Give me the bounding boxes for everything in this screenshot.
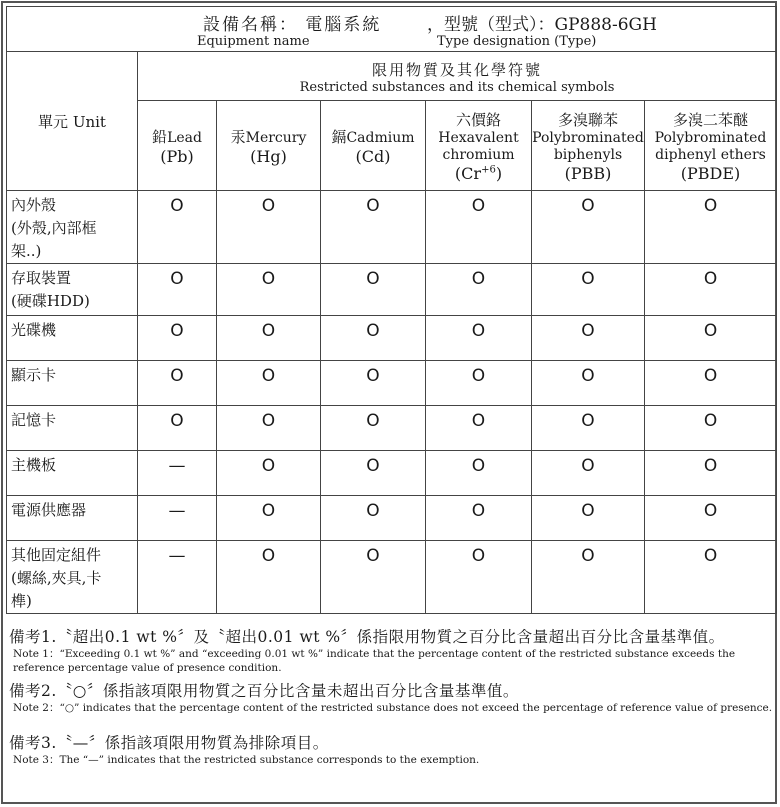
presence-mark: O [426,451,532,496]
substance-symbol: (PBDE) [680,163,741,183]
component-rows [7,191,777,614]
component-label-line: 顯示卡 [11,366,57,384]
presence-mark: O [321,191,426,264]
substance-en-line2: chromium [442,146,515,163]
note-en: Note 1：“Exceeding 0.1 wt %” and “exceeding 0.01 wt %” indicate that the percentage content of the restricted substance exceeds the reference percentage value of presence condition. [13,648,736,674]
type-designation-line [427,10,657,35]
component-label-line: 內外殼 [11,196,57,214]
substance-zh: 汞 [230,127,246,146]
presence-mark: O [426,361,532,406]
table-row [7,451,777,496]
substance-header-mercury [217,101,321,191]
presence-mark: O [645,451,777,496]
type-value: GP888-6GH [554,15,657,35]
presence-mark: O [645,406,777,451]
equipment-name-value: 電腦系統 [305,15,382,35]
presence-mark: O [138,406,217,451]
table-row [7,264,777,316]
substance-en-line2: biphenyls [553,146,623,163]
presence-mark: O [532,406,645,451]
note-zh: 備考2.〝○〞係指該項限用物質之百分比含量未超出百分比含量基準值。 [9,682,519,700]
presence-mark: O [321,451,426,496]
component-label-line: (螺絲,夾具,卡 [11,569,102,587]
substance-symbol: (PBB) [564,163,612,183]
type-label: ，型號（型式）： [427,15,555,35]
presence-mark: O [217,451,321,496]
substance-en-line1: Polybrominated [654,129,767,146]
component-label-line: 光碟機 [11,321,57,339]
substance-en: Mercury [245,129,307,146]
restricted-header-zh: 限用物質及其化學符號 [372,61,543,79]
presence-mark: O [321,316,426,361]
equipment-name-en: Equipment name [197,34,310,49]
presence-mark: O [645,541,777,614]
equipment-name-label: 設備名稱： [203,15,298,35]
component-label-line: 架..) [11,242,42,260]
substance-en-line1: Hexavalent [438,129,519,146]
component-label [7,406,138,451]
component-label [7,541,138,614]
substance-zh: 多溴二苯醚 [673,110,749,129]
note-zh: 備考1.〝超出0.1 wt %〞及〝超出0.01 wt %〞係指限用物質之百分比含量超出百分比含量基準值。 [9,628,725,646]
presence-mark: O [426,406,532,451]
substance-zh: 多溴聯苯 [557,110,618,129]
component-label-line: (外殼,內部框 [11,219,97,237]
presence-mark: O [645,496,777,541]
presence-mark: O [532,264,645,316]
presence-mark: O [217,406,321,451]
table-row [7,496,777,541]
substance-symbol: (Pb) [160,146,194,166]
component-label [7,316,138,361]
table-row [7,361,777,406]
table-row [7,541,777,614]
substance-zh: 鎘 [331,127,347,146]
component-label-line: 榫) [11,592,32,610]
unit-header: 單元 Unit [7,52,138,191]
presence-mark: O [645,316,777,361]
substance-symbol: (Cd) [355,146,391,166]
title-cell [7,7,777,52]
restricted-substances-header [138,52,777,101]
presence-mark: O [217,264,321,316]
table-row [7,316,777,361]
note-3 [9,731,773,767]
substance-symbol: $(Cr^{+6})$ [454,163,503,183]
component-label [7,361,138,406]
component-label-line: 存取裝置 [11,269,72,287]
presence-mark: O [532,541,645,614]
note-en: Note 3：The “—” indicates that the restricted substance corresponds to the exemption. [13,754,480,766]
component-label-line: 主機板 [11,456,57,474]
substance-header-pbb [532,101,645,191]
presence-mark: O [426,316,532,361]
presence-mark: O [217,316,321,361]
substance-en-line2: diphenyl ethers [655,146,766,163]
table-row [7,191,777,264]
presence-mark: O [138,191,217,264]
presence-mark: O [217,541,321,614]
presence-mark: O [321,496,426,541]
presence-mark: O [321,541,426,614]
symbol-superscript: +6 [481,164,496,176]
presence-mark: O [532,191,645,264]
presence-mark: O [138,361,217,406]
component-label [7,264,138,316]
substance-en: Cadmium [346,129,415,146]
note-2 [9,679,773,715]
note-zh: 備考3.〝—〞係指該項限用物質為排除項目。 [9,734,329,752]
substance-en-line1: Polybrominated [532,129,644,146]
equipment-name-line [203,10,381,35]
presence-mark: — [138,496,217,541]
restricted-header-en: Restricted substances and its chemical symbols [299,80,615,95]
substance-header-lead [138,101,217,191]
substance-zh: 鉛 [152,127,168,146]
presence-mark: O [645,191,777,264]
component-label-line: 記憶卡 [11,411,57,429]
presence-mark: O [321,406,426,451]
presence-mark: O [645,264,777,316]
presence-mark: — [138,541,217,614]
presence-mark: O [426,541,532,614]
presence-mark: O [532,361,645,406]
substance-zh: 六價鉻 [455,110,501,129]
presence-mark: O [217,496,321,541]
presence-mark: O [321,264,426,316]
substance-symbol: (Hg) [250,146,287,166]
presence-mark: O [426,496,532,541]
substance-en: Lead [167,129,202,146]
component-label [7,191,138,264]
presence-mark: O [217,191,321,264]
component-label-line: 電源供應器 [11,501,87,519]
component-label [7,496,138,541]
restricted-substances-table [6,6,777,614]
presence-mark: O [426,191,532,264]
type-designation-en: Type designation (Type) [437,34,597,49]
component-label-line: (硬碟HDD) [11,292,90,310]
substance-header-pbde [645,101,777,191]
presence-mark: O [138,264,217,316]
presence-mark: O [645,361,777,406]
presence-mark: O [426,264,532,316]
component-label-line: 其他固定組件 [11,546,102,564]
presence-mark: — [138,451,217,496]
presence-mark: O [217,361,321,406]
presence-mark: O [138,316,217,361]
notes-section [9,625,773,767]
table-row [7,406,777,451]
component-label [7,451,138,496]
note-en: Note 2：“○” indicates that the percentage content of the restricted substance does not exceed the percentage of reference value of presence. [13,702,773,714]
presence-mark: O [532,496,645,541]
document-sheet [1,1,777,804]
substance-header-chromium [426,101,532,191]
presence-mark: O [321,361,426,406]
note-1 [9,625,773,675]
substance-header-cadmium [321,101,426,191]
presence-mark: O [532,451,645,496]
presence-mark: O [532,316,645,361]
